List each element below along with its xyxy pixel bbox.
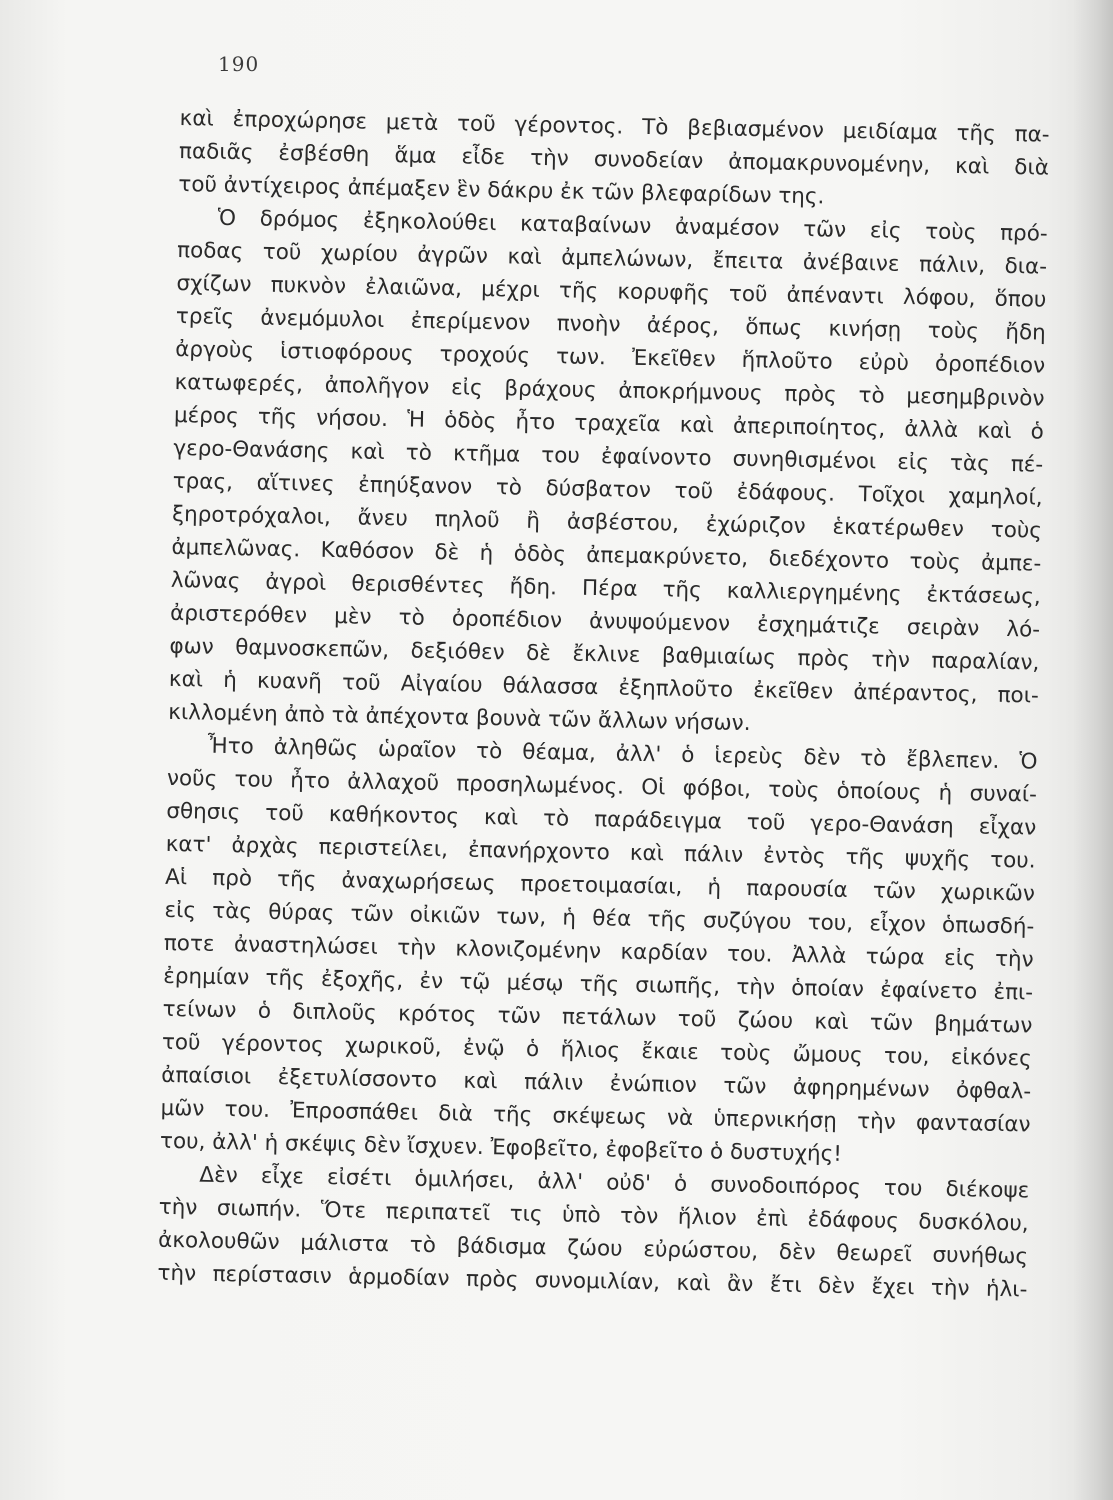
text-line: γερο-Θανάσης καὶ τὸ κτῆμα του ἐφαίνοντο συνηθισμένοι εἰς τὰς πέ- bbox=[173, 435, 1044, 478]
page-edge-shadow bbox=[1073, 0, 1113, 1500]
text-line: ἀκολουθῶν μάλιστα τὸ βάδισμα ζώου εὐρώστου, δὲν θεωρεῖ συνήθως bbox=[157, 1227, 1029, 1270]
text-line: Δὲν εἶχε εἰσέτι ὁμιλήσει, ἀλλ' οὐδ' ὁ συνοδοιπόρος του διέκοψε bbox=[199, 1162, 1030, 1204]
text-line: κιλλομένη ἀπὸ τὰ ἀπέχοντα βουνὰ τῶν ἄλλων νήσων. bbox=[168, 699, 751, 737]
text-line: τείνων ὁ διπλοῦς κρότος τῶν πετάλων τοῦ ζώου καὶ τῶν βημάτων bbox=[162, 996, 1033, 1039]
text-line: ἀμπελῶνας. Καθόσον δὲ ἡ ὁδὸς ἀπεμακρύνετο, διεδέχοντο τοὺς ἀμπε- bbox=[171, 534, 1042, 577]
text-line: του, ἀλλ' ἡ σκέψις δὲν ἴσχυεν. Ἐφοβεῖτο, ἐφοβεῖτο ὁ δυστυχής! bbox=[159, 1128, 843, 1167]
text-line: λῶνας ἀγροὶ θερισθέντες ἤδη. Πέρα τῆς καλλιεργημένης ἐκτάσεως, bbox=[170, 567, 1041, 610]
text-line: ἐρημίαν τῆς ἐξοχῆς, ἐν τῷ μέσῳ τῆς σιωπῆς, τὴν ὁποίαν ἐφαίνετο ἐπι- bbox=[162, 963, 1034, 1006]
body-text bbox=[157, 102, 1050, 1306]
text-line: τρας, αἵτινες ἐπηύξανον τὸ δύσβατον τοῦ ἐδάφους. Τοῖχοι χαμηλοί, bbox=[172, 468, 1043, 511]
text-line: ξηροτρόχαλοι, ἄνευ πηλοῦ ἢ ἀσβέστου, ἐχώριζον ἑκατέρωθεν τοὺς bbox=[171, 501, 1043, 544]
text-line: Αἱ πρὸ τῆς ἀναχωρήσεως προετοιμασίαι, ἡ παρουσία τῶν χωρικῶν bbox=[164, 864, 1036, 907]
text-line: κατωφερές, ἀπολῆγον εἰς βράχους ἀποκρήμνους πρὸς τὸ μεσημβρινὸν bbox=[174, 369, 1045, 412]
text-line: σθησις τοῦ καθήκοντος καὶ τὸ παράδειγμα τοῦ γερο-Θανάση εἶχαν bbox=[166, 798, 1037, 841]
text-line: Ἦτο ἀληθῶς ὡραῖον τὸ θέαμα, ἀλλ' ὁ ἱερεὺς δὲν τὸ ἔβλεπεν. Ὁ bbox=[207, 733, 1038, 775]
text-line: ποδας τοῦ χωρίου ἀγρῶν καὶ ἀμπελώνων, ἔπειτα ἀνέβαινε πάλιν, δια- bbox=[176, 237, 1048, 280]
text-line: ἀριστερόθεν μὲν τὸ ὀροπέδιον ἀνυψούμενον ἐσχημάτιζε σειρὰν λό- bbox=[169, 600, 1041, 643]
text-line: ποτε ἀναστηλώσει τὴν κλονιζομένην καρδίαν του. Ἀλλὰ τώρα εἰς τὴν bbox=[163, 930, 1034, 973]
text-line: νοῦς του ἦτο ἀλλαχοῦ προσηλωμένος. Οἱ φόβοι, τοὺς ὁποίους ἡ συναί- bbox=[166, 765, 1038, 808]
text-line: ἀπαίσιοι ἐξετυλίσσοντο καὶ πάλιν ἐνώπιον τῶν ἀφηρημένων ὀφθαλ- bbox=[161, 1062, 1032, 1105]
text-line: ἀργοὺς ἱστιοφόρους τροχούς των. Ἐκεῖθεν ἥπλοῦτο εὐρὺ ὀροπέδιον bbox=[175, 336, 1046, 379]
text-line: κατ' ἀρχὰς περιστείλει, ἐπανήρχοντο καὶ πάλιν ἐντὸς τῆς ψυχῆς του. bbox=[165, 831, 1036, 874]
text-line: Ὁ δρόμος ἐξηκολούθει καταβαίνων ἀναμέσον τῶν εἰς τοὺς πρό- bbox=[217, 205, 1048, 247]
text-line: τὴν περίστασιν ἁρμοδίαν πρὸς συνομιλίαν, καὶ ἂν ἔτι δὲν ἔχει τὴν ἡλι- bbox=[157, 1260, 1028, 1303]
text-line: φων θαμνοσκεπῶν, δεξιόθεν δὲ ἔκλινε βαθμιαίως πρὸς τὴν παραλίαν, bbox=[169, 633, 1040, 676]
text-line: μῶν του. Ἐπροσπάθει διὰ τῆς σκέψεως νὰ ὑπερνικήσῃ τὴν φαντασίαν bbox=[160, 1095, 1031, 1138]
page-number: 190 bbox=[218, 52, 260, 76]
text-line: τὴν σιωπήν. Ὅτε περιπατεῖ τις ὑπὸ τὸν ἥλιον ἐπὶ ἐδάφους δυσκόλου, bbox=[158, 1194, 1029, 1237]
text-line: παδιᾶς ἐσβέσθη ἅμα εἶδε τὴν συνοδείαν ἀπομακρυνομένην, καὶ διὰ bbox=[178, 138, 1050, 181]
text-line: τοῦ ἀντίχειρος ἀπέμαξεν ἓν δάκρυ ἐκ τῶν βλεφαρίδων της. bbox=[178, 171, 825, 210]
text-line: σχίζων πυκνὸν ἐλαιῶνα, μέχρι τῆς κορυφῆς τοῦ ἀπέναντι λόφου, ὅπου bbox=[176, 270, 1047, 313]
text-line: τοῦ γέροντος χωρικοῦ, ἐνῷ ὁ ἥλιος ἔκαιε τοὺς ὤμους του, εἰκόνες bbox=[161, 1029, 1033, 1072]
text-line: μέρος τῆς νήσου. Ἡ ὁδὸς ἦτο τραχεῖα καὶ ἀπεριποίητος, ἀλλὰ καὶ ὁ bbox=[173, 402, 1045, 445]
text-line: εἰς τὰς θύρας τῶν οἰκιῶν των, ἡ θέα τῆς συζύγου του, εἶχον ὁπωσδή- bbox=[164, 897, 1035, 940]
text-line: τρεῖς ἀνεμόμυλοι ἐπερίμενον πνοὴν ἀέρος, ὅπως κινήσῃ τοὺς ἤδη bbox=[175, 303, 1046, 346]
text-line: καὶ ἡ κυανῆ τοῦ Αἰγαίου θάλασσα ἐξηπλοῦτο ἐκεῖθεν ἀπέραντος, ποι- bbox=[168, 666, 1039, 709]
text-line: καὶ ἐπροχώρησε μετὰ τοῦ γέροντος. Τὸ βεβιασμένον μειδίαμα τῆς πα- bbox=[179, 105, 1050, 148]
